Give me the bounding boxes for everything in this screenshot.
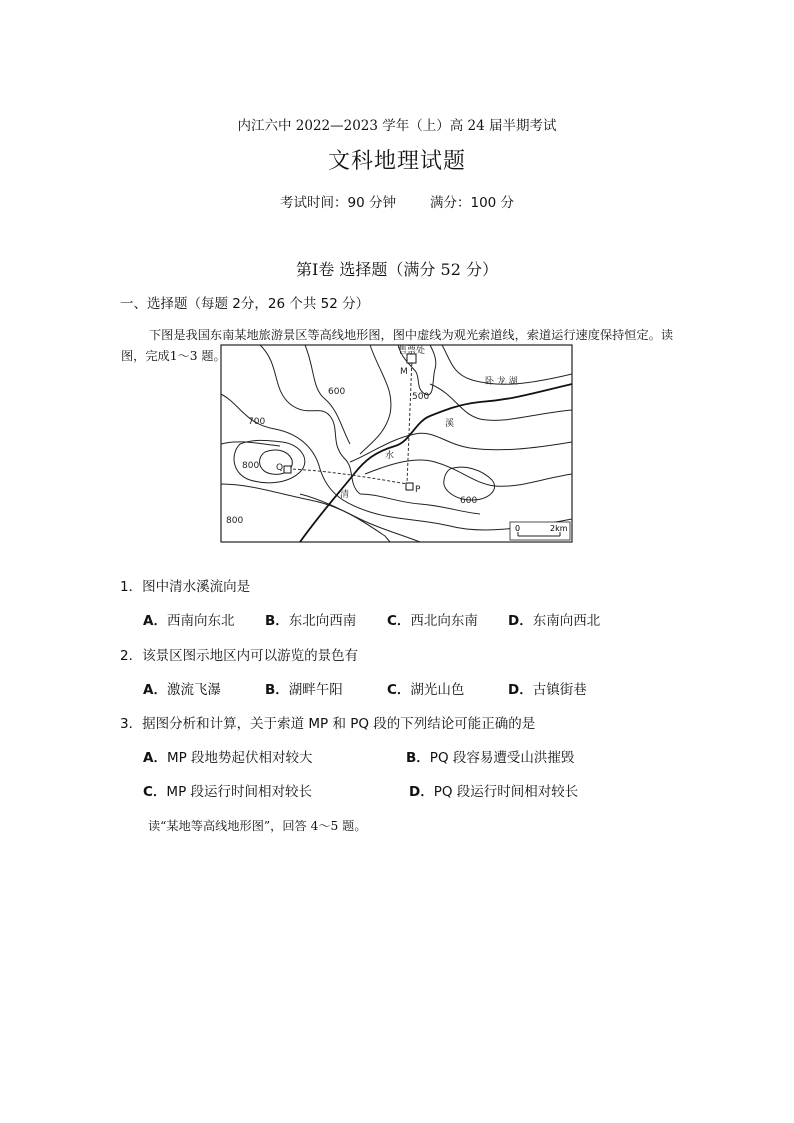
- exam-info: [280, 191, 514, 211]
- contour-line: [365, 460, 572, 486]
- contour-line: [221, 442, 280, 446]
- q3-option-c: C．MP 段运行时间相对较长: [143, 784, 313, 800]
- contour-line: [360, 345, 391, 454]
- contour-line: [260, 345, 360, 494]
- contour-line: [221, 394, 572, 530]
- label-p: P: [415, 485, 421, 495]
- school-exam-line: 内江六中 2022—2023 学年（上）高 24 届半期考试: [237, 118, 557, 134]
- page-title: 文科地理试题: [327, 149, 466, 174]
- question-intro: 下图是我国东南某地旅游景区等高线地形图，图中虚线为观光索道线，索道运行速度保持恒定。读图，完成1～3 题。: [121, 328, 674, 363]
- label-ticket-office: 售票处: [398, 346, 426, 356]
- label-contour-800a: 800: [242, 461, 260, 471]
- question-3: 3．据图分析和计算，关于索道 MP 和 PQ 段的下列结论可能正确的是: [120, 716, 536, 732]
- section-title: 第Ⅰ卷 选择题（满分 52 分）: [296, 260, 498, 279]
- q1-option-b: B．东北向西南: [265, 613, 357, 629]
- label-m: M: [400, 367, 408, 377]
- label-contour-600b: 600: [460, 496, 478, 506]
- exam-time: 考试时间：90 分钟: [280, 195, 396, 211]
- label-river-2: 水: [385, 451, 395, 461]
- question-1: 1．图中清水溪流向是: [120, 579, 251, 595]
- label-river-1: 溪: [445, 419, 455, 429]
- label-q: Q: [276, 463, 284, 473]
- label-lake: 卧 龙 湖: [485, 377, 518, 387]
- q1-option-c: C．西北向东南: [387, 613, 478, 629]
- label-contour-800b: 800: [226, 516, 244, 526]
- label-contour-500: 500: [412, 392, 430, 402]
- label-contour-600a: 600: [328, 387, 346, 397]
- part-heading: 一、选择题（每题 2分，26 个共 52 分）: [120, 296, 370, 312]
- contour-line: [350, 433, 572, 462]
- scale-bar: [510, 522, 570, 540]
- next-question-intro: 读“某地等高线地形图”，回答 4～5 题。: [148, 819, 367, 833]
- q3-option-b: B．PQ 段容易遭受山洪摧毁: [406, 750, 575, 766]
- q2-option-d: D．古镇街巷: [508, 682, 587, 698]
- q2-option-a: A．激流飞瀑: [143, 682, 221, 698]
- label-river-3: 清: [340, 490, 350, 500]
- station-p: [406, 483, 413, 490]
- contour-map: [220, 344, 574, 544]
- scale-distance: 2km: [550, 524, 568, 533]
- q3-option-d: D．PQ 段运行时间相对较长: [409, 784, 579, 800]
- stream-qingshuixi: [300, 384, 572, 542]
- full-score: 满分：100 分: [429, 195, 515, 211]
- q2-option-b: B．湖畔午阳: [265, 682, 343, 698]
- scale-zero: 0: [515, 524, 521, 533]
- q1-option-d: D．东南向西北: [508, 613, 601, 629]
- question-2: 2．该景区图示地区内可以游览的景色有: [120, 648, 359, 664]
- map-frame: [221, 345, 572, 542]
- q2-option-c: C．湖光山色: [387, 682, 465, 698]
- label-contour-700: 700: [248, 417, 266, 427]
- station-q: [284, 466, 291, 473]
- q3-option-a: A．MP 段地势起伏相对较大: [143, 750, 313, 766]
- q1-option-a: A．西南向东北: [143, 613, 235, 629]
